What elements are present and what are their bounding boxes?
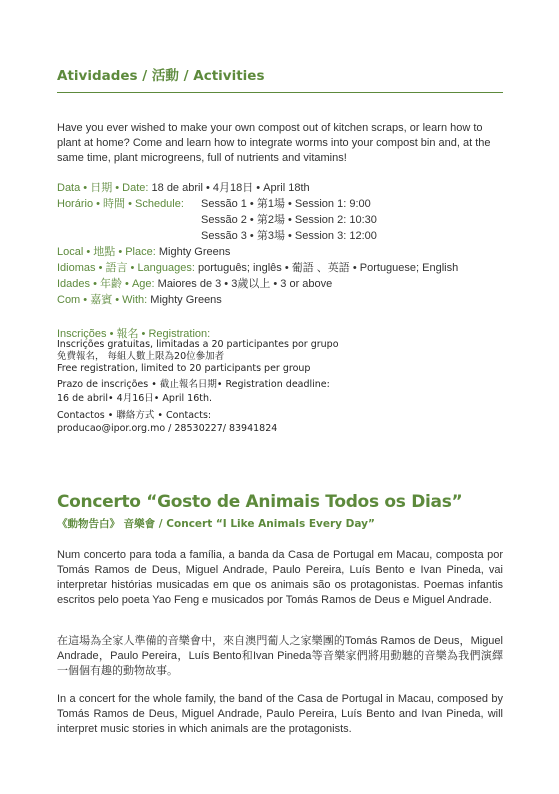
age-value: Maiores de 3 • 3歲以上 • 3 or above <box>154 278 333 290</box>
contacts-value: producao@ipor.org.mo / 28530227/ 83941824 <box>57 423 278 434</box>
concert-paragraph-en: In a concert for the whole family, the band of the Casa de Portugal in Macau, composed by Tomás Ramos de Deus, Miguel Andrade, Paulo Pereira, Luís Bento and Ivan Pineda, will interpret music stories in which animals are the protagonists. <box>57 693 503 735</box>
languages-value: português; inglês • 葡語 、英語 • Portuguese; English <box>194 262 459 274</box>
date-value: 18 de abril • 4月18日 • April 18th <box>148 182 310 194</box>
session-2: Sessão 2 • 第2場 • Session 2: 10:30 <box>201 214 377 226</box>
schedule-label: Horário • 時間 • Schedule: <box>57 198 184 210</box>
languages-line <box>57 260 503 276</box>
concert-paragraph-zh: 在這場為全家人準備的音樂會中，來自澳門葡人之家樂團的Tomás Ramos de Deus，Miguel Andrade，Paulo Pereira，Luís Bento和Ivan Pineda等音樂家們將用動聽的音樂為我們演繹一個個有趣的動物故事。 <box>57 635 503 677</box>
registration-line: Inscrições gratuitas, limitadas a 20 participantes por grupo <box>57 339 339 350</box>
deadline-label: Prazo de inscrições • 截止報名日期• Registration deadline: <box>57 379 330 390</box>
registration-label: Inscrições • 報名 • Registration: <box>57 328 211 340</box>
with-label: Com • 嘉賓 • With: <box>57 294 148 306</box>
session-3: Sessão 3 • 第3場 • Session 3: 12:00 <box>201 230 377 242</box>
concert-paragraph-pt: Num concerto para toda a família, a banda da Casa de Portugal em Macau, composta por Tomás Ramos de Deus, Miguel Andrade, Paulo Pereira, Luís Bento e Ivan Pineda, vai interpretar histórias musicadas em que os animais são os protagonistas. Poemas infantis escritos pelo poeta Yao Feng e musicados por Tomás Ramos de Deus e Miguel Andrade. <box>57 549 503 606</box>
activity-intro: Have you ever wished to make your own compost out of kitchen scraps, or learn how to plant at home? Come and learn how to integrate worms into your compost bin and, at the same time, plant microgreens, full of nutrients and vitamins! <box>57 122 491 164</box>
concert-subtitle: 《動物告白》 音樂會 / Concert “I Like Animals Every Day” <box>57 518 375 530</box>
place-value: Mighty Greens <box>155 246 231 258</box>
concert-title: Concerto “Gosto de Animais Todos os Dias” <box>57 492 463 512</box>
with-line <box>57 292 503 308</box>
place-line <box>57 244 503 260</box>
registration-line: Free registration, limited to 20 participants per group <box>57 363 311 374</box>
place-label: Local • 地點 • Place: <box>57 246 156 258</box>
contacts-label: Contactos • 聯絡方式 • Contacts: <box>57 410 212 421</box>
registration-line: 免費報名， 每組人數上限為20位參加者 <box>57 351 225 362</box>
date-line <box>57 180 503 196</box>
section-divider <box>57 92 503 93</box>
date-label: Data • 日期 • Date: <box>57 182 149 194</box>
with-value: Mighty Greens <box>147 294 222 306</box>
age-line <box>57 276 503 292</box>
deadline-value: 16 de abril• 4月16日• April 16th. <box>57 393 213 404</box>
session-1: Sessão 1 • 第1場 • Session 1: 9:00 <box>201 198 371 210</box>
age-label: Idades • 年齡 • Age: <box>57 278 155 290</box>
section-title: Atividades / 活動 / Activities <box>57 68 265 84</box>
languages-label: Idiomas • 語言 • Languages: <box>57 262 195 274</box>
